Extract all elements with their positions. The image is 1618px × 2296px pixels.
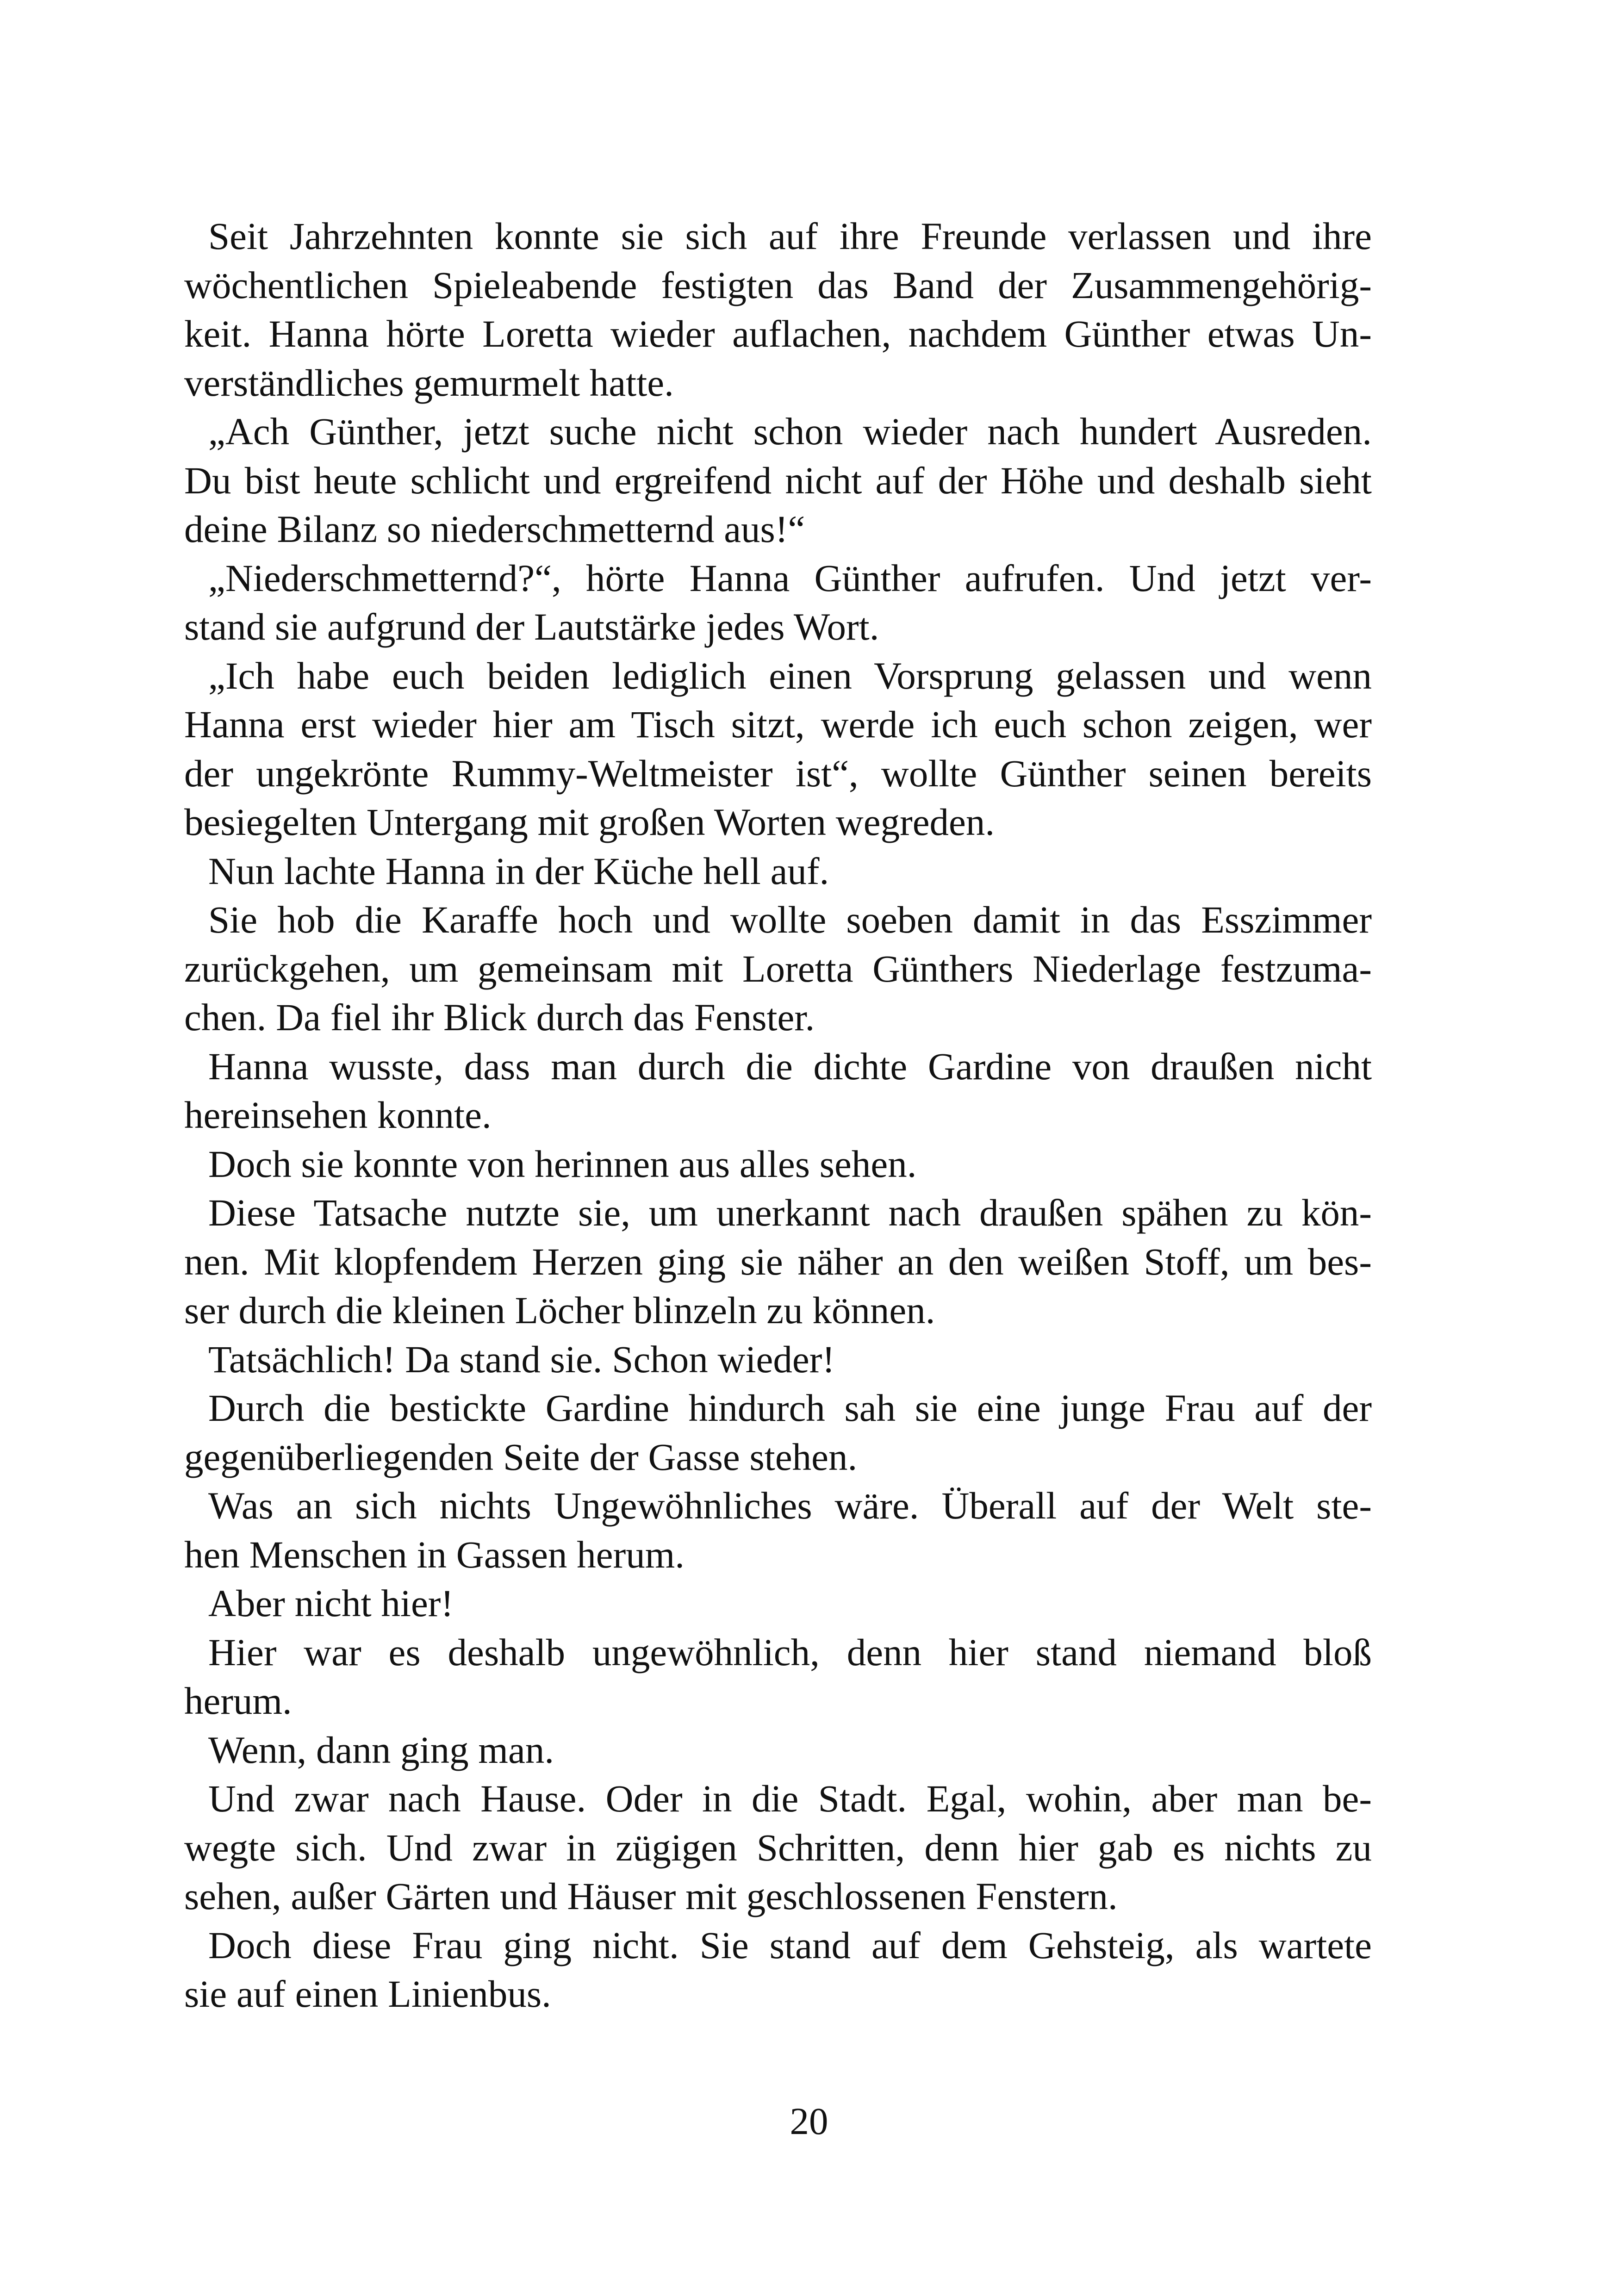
paragraph [184, 1140, 1372, 1189]
paragraph [184, 1921, 1372, 2019]
text-line: Hanna wusste, dass man durch die dichte Gardine von draußen nicht [208, 1045, 1372, 1088]
paragraph [184, 1481, 1372, 1579]
text-line: Diese Tatsache nutzte sie, um unerkannt nach draußen spähen zu kön- [208, 1191, 1372, 1234]
text-line: zurückgehen, um gemeinsam mit Loretta Günthers Niederlage festzuma- [184, 947, 1372, 990]
paragraph [184, 1726, 1372, 1775]
text-line: Durch die bestickte Gardine hindurch sah sie eine junge Frau auf der [208, 1387, 1372, 1429]
text-line: wöchentlichen Spieleabende festigten das Band der Zusammengehörig- [184, 263, 1372, 306]
paragraph [184, 554, 1372, 652]
paragraph [184, 212, 1372, 407]
text-line: besiegelten Untergang mit großen Worten wegreden. [184, 801, 995, 843]
text-line: „Ich habe euch beiden lediglich einen Vorsprung gelassen und wenn [208, 654, 1372, 697]
text-line: hen Menschen in Gassen herum. [184, 1533, 685, 1576]
text-line: Seit Jahrzehnten konnte sie sich auf ihre Freunde verlassen und ihre [208, 215, 1372, 257]
paragraph [184, 1579, 1372, 1628]
text-line: Du bist heute schlicht und ergreifend nicht auf der Höhe und deshalb sieht [184, 459, 1372, 502]
text-line: gegenüberliegenden Seite der Gasse stehen. [184, 1435, 858, 1478]
text-line: wegte sich. Und zwar in zügigen Schritten, denn hier gab es nichts zu [184, 1826, 1372, 1869]
text-line: Was an sich nichts Ungewöhnliches wäre. Überall auf der Welt ste- [208, 1484, 1372, 1527]
text-line: Nun lachte Hanna in der Küche hell auf. [208, 849, 829, 892]
text-line: Tatsächlich! Da stand sie. Schon wieder! [208, 1338, 835, 1381]
text-line: Doch sie konnte von herinnen aus alles sehen. [208, 1142, 917, 1185]
body-text [184, 212, 1372, 2019]
paragraph [184, 896, 1372, 1042]
text-line: der ungekrönte Rummy-Weltmeister ist“, wollte Günther seinen bereits [184, 752, 1372, 795]
text-line: ser durch die kleinen Löcher blinzeln zu können. [184, 1289, 935, 1332]
text-line: chen. Da fiel ihr Blick durch das Fenster. [184, 996, 815, 1039]
text-line: „Ach Günther, jetzt suche nicht schon wieder nach hundert Ausreden. [208, 410, 1372, 453]
text-line: verständliches gemurmelt hatte. [184, 361, 674, 404]
paragraph [184, 847, 1372, 896]
text-line: Hanna erst wieder hier am Tisch sitzt, werde ich euch schon zeigen, wer [184, 703, 1372, 746]
paragraph [184, 1335, 1372, 1384]
text-line: deine Bilanz so niederschmetternd aus!“ [184, 508, 805, 550]
text-line: hereinsehen konnte. [184, 1094, 492, 1136]
text-line: Wenn, dann ging man. [208, 1728, 554, 1771]
paragraph [184, 1384, 1372, 1481]
text-line: Sie hob die Karaffe hoch und wollte soeben damit in das Esszimmer [208, 898, 1372, 941]
text-line: sehen, außer Gärten und Häuser mit geschlossenen Fenstern. [184, 1875, 1118, 1917]
text-line: stand sie aufgrund der Lautstärke jedes Wort. [184, 605, 879, 648]
paragraph [184, 1628, 1372, 1726]
text-line: Hier war es deshalb ungewöhnlich, denn hier stand niemand bloß [208, 1630, 1372, 1674]
text-line: Und zwar nach Hause. Oder in die Stadt. Egal, wohin, aber man be- [208, 1777, 1372, 1820]
text-line: „Niederschmetternd?“, hörte Hanna Günther aufrufen. Und jetzt ver- [208, 556, 1372, 599]
paragraph [184, 1188, 1372, 1335]
text-line: keit. Hanna hörte Loretta wieder auflachen, nachdem Günther etwas Un- [184, 312, 1372, 355]
text-line: herum. [184, 1680, 292, 1722]
paragraph [184, 652, 1372, 847]
paragraph [184, 1042, 1372, 1140]
text-line: Doch diese Frau ging nicht. Sie stand auf dem Gehsteig, als wartete [208, 1923, 1372, 1966]
text-line: Aber nicht hier! [208, 1582, 454, 1624]
paragraph [184, 407, 1372, 554]
page-number: 20 [790, 2100, 828, 2142]
paragraph [184, 1774, 1372, 1921]
text-line: sie auf einen Linienbus. [184, 1972, 551, 2015]
text-line: nen. Mit klopfendem Herzen ging sie näher an den weißen Stoff, um bes- [184, 1240, 1372, 1283]
